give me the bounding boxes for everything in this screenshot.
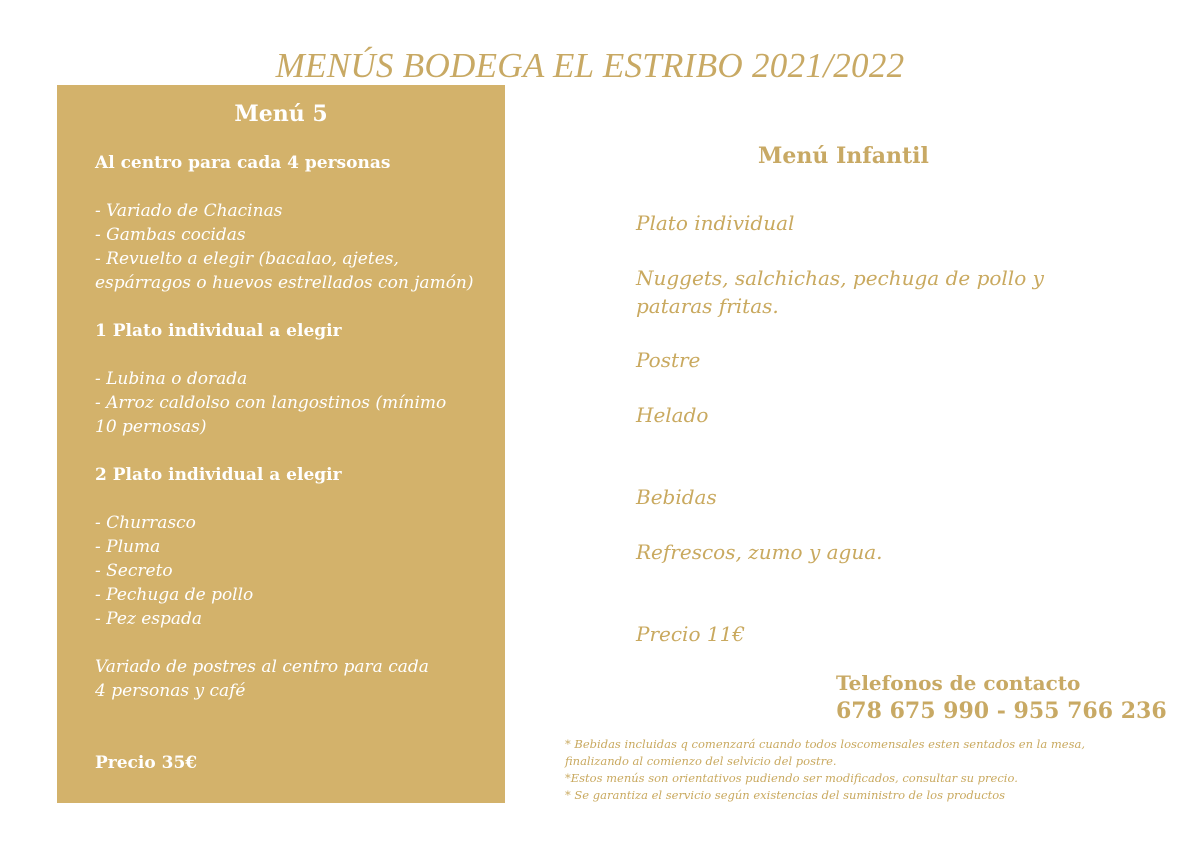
infantil-bebidas-label: Bebidas [636, 485, 717, 509]
menu5-item: - Arroz caldolso con langostinos (mínimo [95, 393, 447, 413]
infantil-title: Menú Infantil [758, 143, 929, 169]
menu5-item: - Gambas cocidas [95, 225, 246, 245]
footnotes [565, 736, 1185, 804]
page-title: MENÚS BODEGA EL ESTRIBO 2021/2022 [275, 46, 905, 85]
infantil-plato-line: Nuggets, salchichas, pechuga de pollo y [636, 266, 1044, 290]
contact-block [836, 669, 1167, 725]
menu5-price: Precio 35€ [95, 753, 198, 773]
menu5-body [95, 151, 495, 775]
menu5-item: - Pluma [95, 537, 161, 557]
menu5-item: - Pez espada [95, 609, 203, 629]
menu5-item: espárragos o huevos estrellados con jamón) [95, 273, 474, 293]
infantil-postre-value: Helado [636, 403, 709, 427]
footnote: *Estos menús son orientativos pudiendo ser modificados, consultar su precio. [565, 771, 1018, 785]
infantil-plato-label: Plato individual [636, 211, 795, 235]
menu5-item: - Secreto [95, 561, 173, 581]
menu5-item: - Revuelto a elegir (bacalao, ajetes, [95, 249, 399, 269]
menu5-item: - Pechuga de pollo [95, 585, 254, 605]
menu5-section1-heading: Al centro para cada 4 personas [95, 153, 391, 173]
menu5-title: Menú 5 [234, 101, 328, 127]
footnote: * Bebidas incluidas q comenzará cuando todos loscomensales esten sentados en la mesa, [565, 737, 1085, 751]
footnote: finalizando al comienzo del selvicio del postre. [565, 754, 837, 768]
contact-heading: Telefonos de contacto [836, 671, 1081, 695]
menu5-item: - Lubina o dorada [95, 369, 248, 389]
infantil-price: Precio 11€ [636, 622, 746, 646]
menu5-section3-heading: 2 Plato individual a elegir [95, 465, 342, 485]
footnote: * Se garantiza el servicio según existencias del suministro de los productos [565, 788, 1006, 802]
menu5-dessert: 4 personas y café [95, 681, 246, 701]
menu5-panel [57, 85, 505, 803]
contact-phones[interactable]: 678 675 990 - 955 766 236 [836, 698, 1167, 724]
menu5-item: - Churrasco [95, 513, 196, 533]
menu5-dessert: Variado de postres al centro para cada [95, 657, 429, 677]
infantil-bebidas-value: Refrescos, zumo y agua. [636, 540, 883, 564]
menu5-section2-heading: 1 Plato individual a elegir [95, 321, 342, 341]
menu5-item: - Variado de Chacinas [95, 201, 283, 221]
menu5-item: 10 pernosas) [95, 417, 207, 437]
infantil-plato-line: pataras fritas. [636, 294, 779, 318]
infantil-postre-label: Postre [636, 348, 701, 372]
